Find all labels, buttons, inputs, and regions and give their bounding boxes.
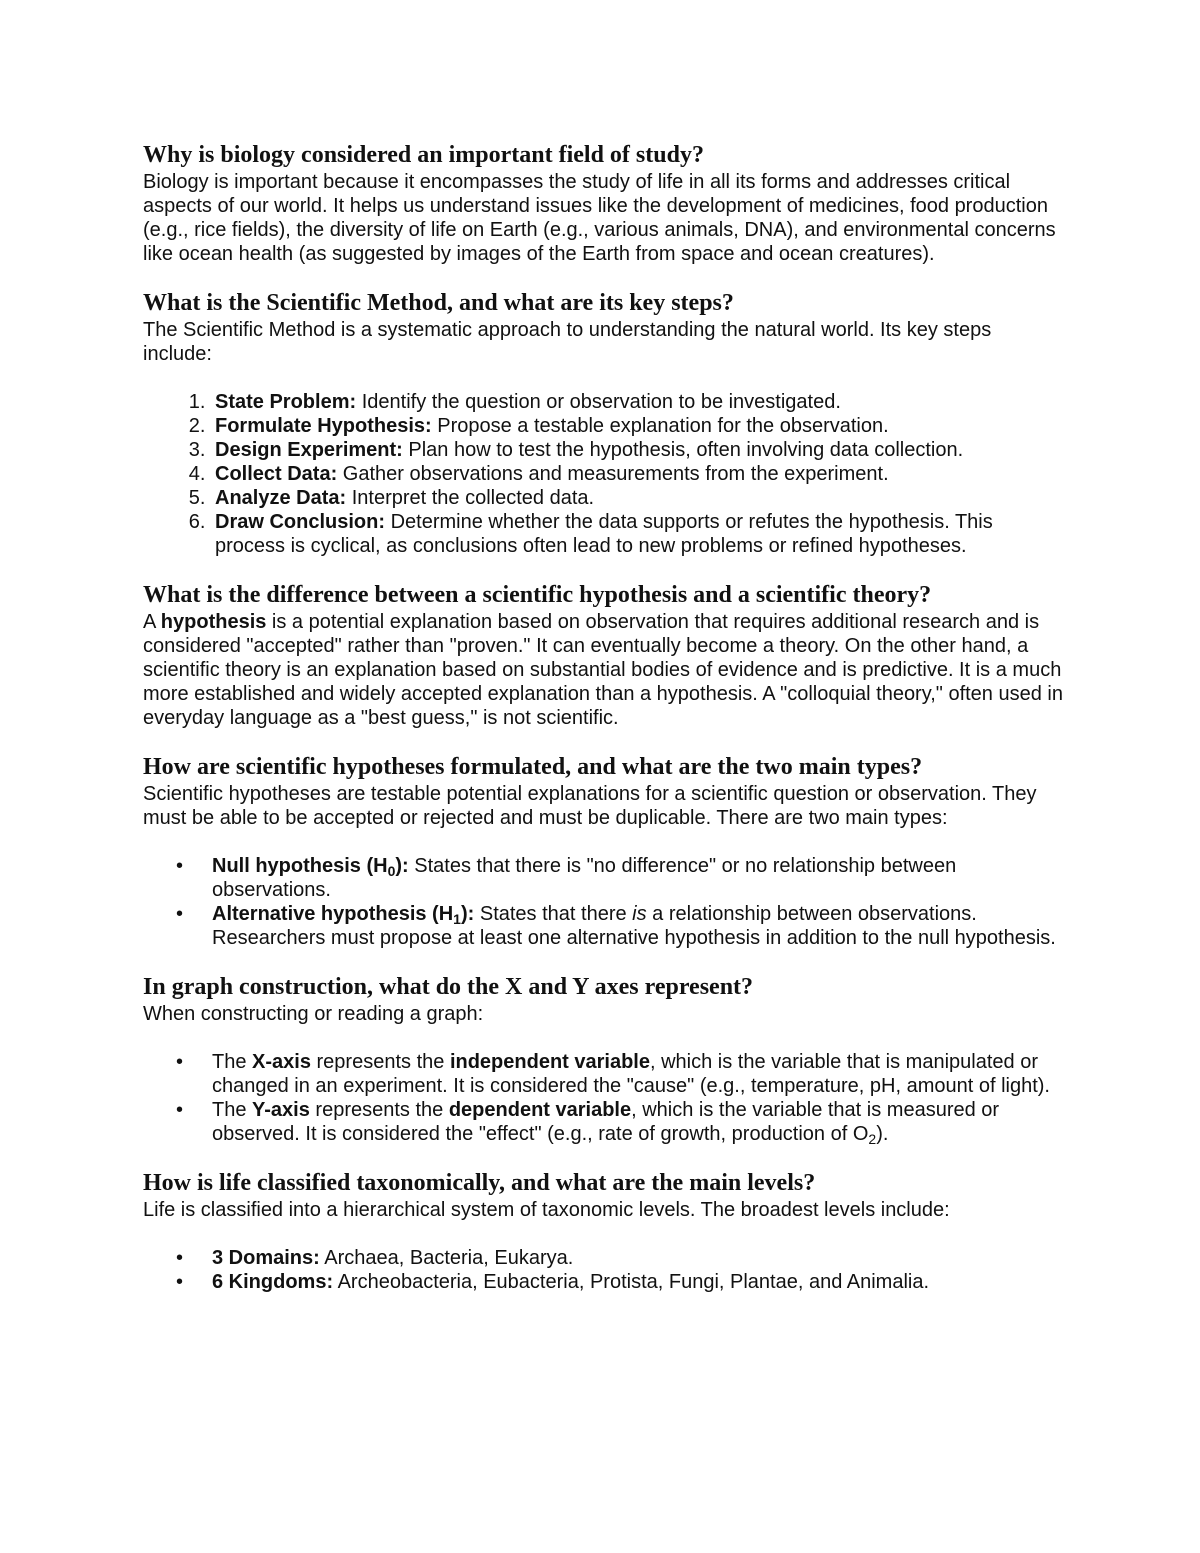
section-graph-axes [143, 972, 1063, 1146]
bullet-text: States that there [474, 903, 633, 925]
bullet-text: Archeobacteria, Eubacteria, Protista, Fungi, Plantae, and Animalia. [333, 1271, 930, 1293]
section-heading: How is life classified taxonomically, and what are the main levels? [143, 1170, 816, 1196]
list-item [211, 486, 1063, 510]
step-text: Gather observations and measurements from the experiment. [337, 463, 889, 485]
list-item [211, 390, 1063, 414]
bullet-list [143, 854, 1063, 950]
bullet-text: Archaea, Bacteria, Eukarya. [319, 1247, 574, 1269]
bullet-term: Null hypothesis $(H_0)$: [212, 855, 409, 879]
step-term: Formulate Hypothesis: [215, 415, 432, 437]
bullet-term: 3 Domains: [212, 1247, 320, 1269]
list-item [212, 1270, 1063, 1294]
document-page [143, 140, 1063, 1316]
section-body [143, 610, 1063, 730]
step-term: Design Experiment: [215, 439, 403, 461]
section-body: Life is classified into a hierarchical system of taxonomic levels. The broadest levels include: [143, 1199, 950, 1221]
section-biology-importance [143, 140, 1063, 266]
list-item [211, 462, 1063, 486]
step-text: Plan how to test the hypothesis, often involving data collection. [402, 439, 964, 461]
section-hypothesis-types [143, 752, 1063, 950]
section-body: Biology is important because it encompasses the study of life in all its forms and addresses critical aspects of our world. It helps us understand issues like the development of medicines, food production (e.g., rice fields), the diversity of life on Earth (e.g., various animals, DNA), and environmental concerns like ocean health (as suggested by images of the Earth from space and ocean creatures). [143, 171, 1056, 265]
list-item [212, 1246, 1063, 1270]
section-heading: What is the difference between a scientific hypothesis and a scientific theory? [143, 582, 932, 608]
section-heading: How are scientific hypotheses formulated, and what are the two main types? [143, 754, 923, 780]
step-term: Collect Data: [215, 463, 338, 485]
list-item [211, 438, 1063, 462]
section-heading: Why is biology considered an important field of study? [143, 142, 704, 168]
step-term: Draw Conclusion: [215, 511, 386, 533]
list-item [211, 510, 1063, 558]
step-text: Identify the question or observation to be investigated. [356, 391, 841, 413]
section-body: Scientific hypotheses are testable potential explanations for a scientific question or observation. They must be able to be accepted or rejected and must be duplicable. There are two main types: [143, 783, 1037, 829]
bullet-list [143, 1246, 1063, 1294]
list-item: • The Y-axis represents the dependent variable, which is the variable that is measured or observed. It is considered the "effect" (e.g., rate of growth, production of $O_2$). [212, 1098, 1063, 1146]
list-item [212, 902, 1063, 950]
section-heading: In graph construction, what do the X and Y axes represent? [143, 974, 754, 1000]
bullet-italic: is [632, 903, 647, 925]
list-item [212, 854, 1063, 902]
section-body: When constructing or reading a graph: [143, 1003, 484, 1025]
section-hypothesis-vs-theory [143, 580, 1063, 730]
body-text: A [143, 611, 161, 633]
bullet-term: Alternative hypothesis $(H_1)$: [212, 903, 475, 927]
section-body: The Scientific Method is a systematic approach to understanding the natural world. Its key steps include: [143, 319, 992, 365]
list-item: • The X-axis represents the independent variable, which is the variable that is manipulated or changed in an experiment. It is considered the "cause" (e.g., temperature, pH, amount of light). [212, 1050, 1063, 1098]
body-bold-term: hypothesis [160, 611, 267, 633]
list-item [211, 414, 1063, 438]
bullet-term: 6 Kingdoms: [212, 1271, 334, 1293]
section-scientific-method [143, 288, 1063, 558]
bullet-text: States that there is "no difference" or no relationship between observations. [212, 855, 957, 901]
step-text: Determine whether the data supports or refutes the hypothesis. This process is cyclical, as conclusions often lead to new problems or refined hypotheses. [215, 511, 993, 557]
step-term: State Problem: [215, 391, 357, 413]
section-taxonomy [143, 1168, 1063, 1294]
bullet-text: a relationship between observations. Researchers must propose at least one alternative hypothesis in addition to the null hypothesis. [212, 903, 1056, 949]
bullet-list [143, 1050, 1063, 1146]
step-text: Propose a testable explanation for the observation. [431, 415, 889, 437]
body-text: is a potential explanation based on observation that requires additional research and is considered "accepted" rather than "proven." It can eventually become a theory. On the other hand, a scientific theory is an explanation based on substantial bodies of evidence and is predictive. It is a much more established and widely accepted explanation than a hypothesis. A "colloquial theory," often used in everyday language as a "best guess," is not scientific. [143, 611, 1063, 729]
section-heading: What is the Scientific Method, and what are its key steps? [143, 290, 734, 316]
step-term: Analyze Data: [215, 487, 347, 509]
step-text: Interpret the collected data. [346, 487, 595, 509]
steps-list [143, 390, 1063, 558]
